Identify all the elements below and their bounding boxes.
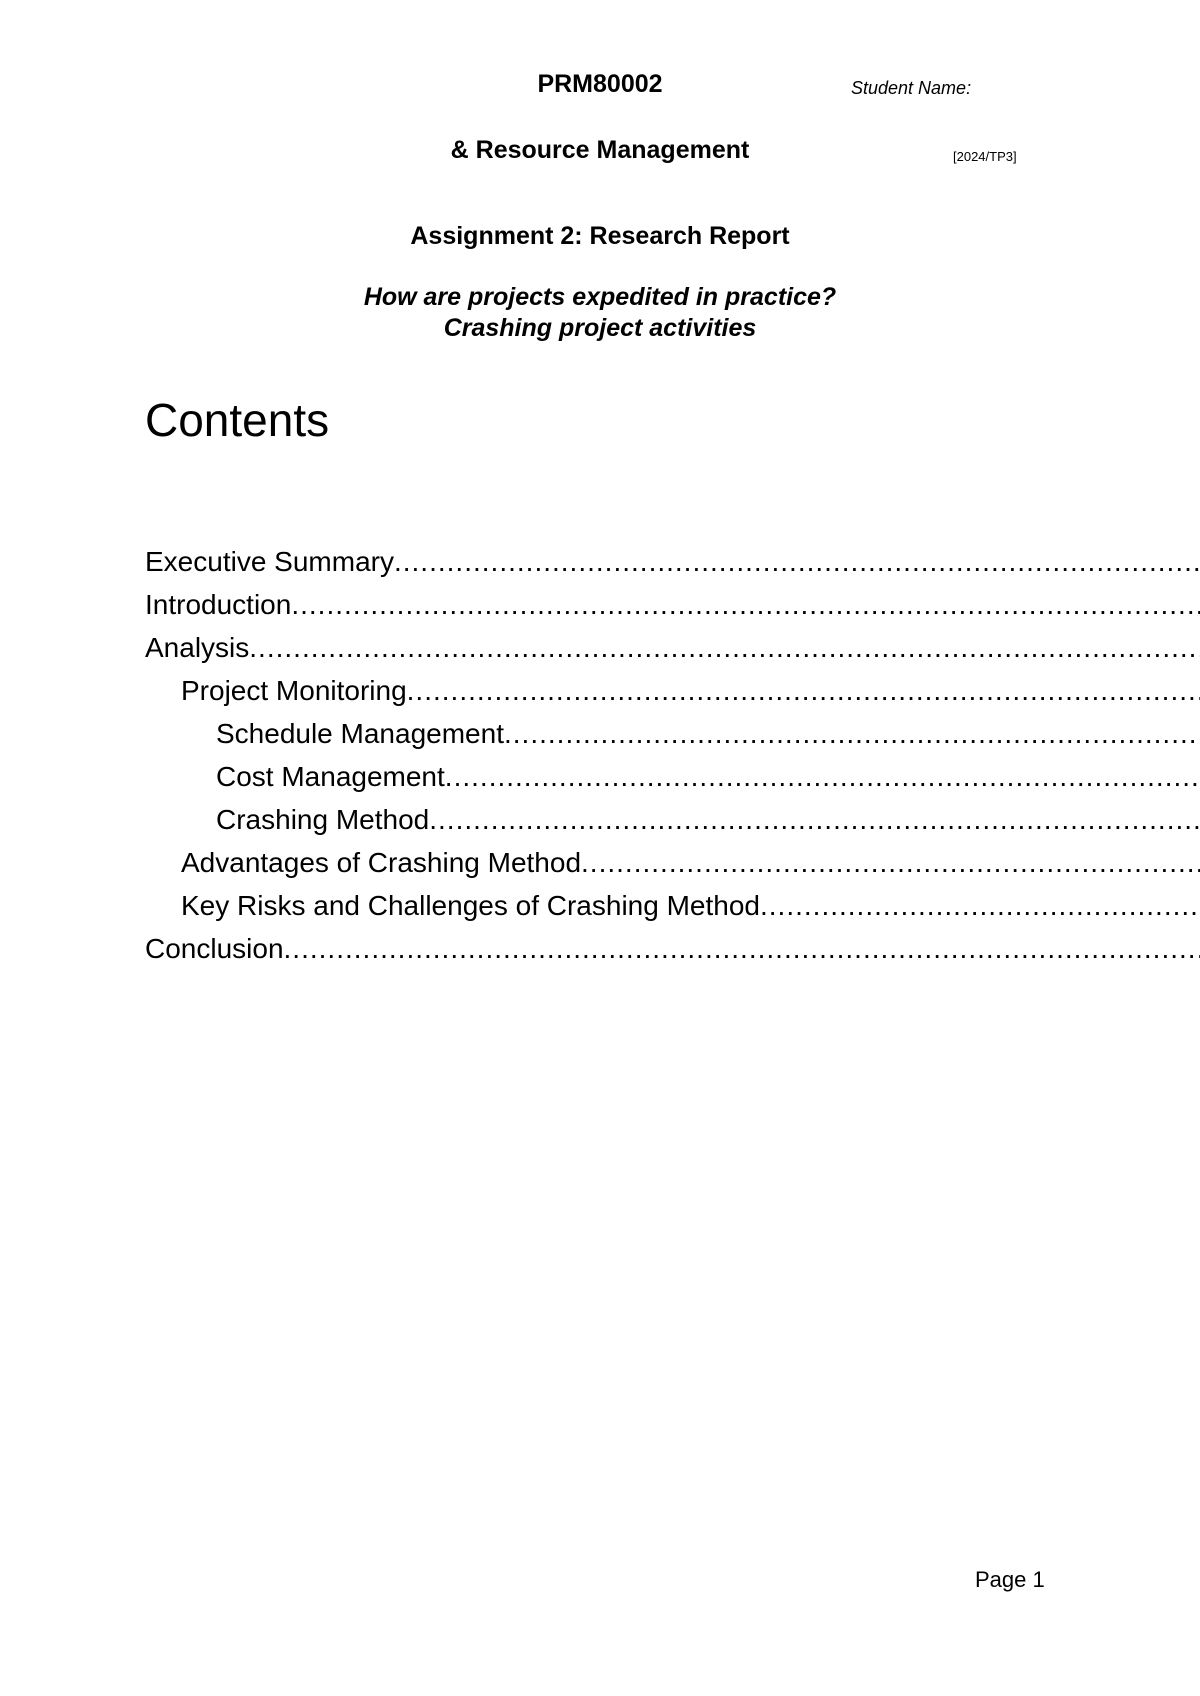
toc-item-crashing-method[interactable]	[145, 798, 1200, 841]
course-code: PRM80002	[537, 70, 663, 98]
toc-item-advantages[interactable]	[145, 841, 1200, 884]
toc-item-key-risks[interactable]	[145, 884, 1200, 927]
course-title: & Resource Management	[450, 136, 750, 164]
toc-item-schedule-management[interactable]	[145, 712, 1200, 755]
toc-item-analysis[interactable]	[145, 626, 1200, 669]
toc-item-introduction[interactable]	[145, 583, 1200, 626]
toc-item-label: Analysis	[145, 632, 250, 663]
toc-item-label: Project Monitoring	[181, 675, 407, 706]
assignment-title: Assignment 2: Research Report	[410, 222, 790, 250]
toc-item-cost-management[interactable]	[145, 755, 1200, 798]
table-of-contents	[145, 540, 1200, 970]
toc-item-label: Cost Management	[216, 761, 445, 792]
toc-item-label: Conclusion	[145, 933, 284, 964]
research-subquestion: Crashing project activities	[443, 314, 757, 342]
toc-item-label: Advantages of Crashing Method	[181, 847, 582, 878]
term-label: [2024/TP3]	[953, 149, 1017, 164]
toc-item-project-monitoring[interactable]	[145, 669, 1200, 712]
toc-item-label: Executive Summary	[145, 546, 394, 577]
contents-heading: Contents	[145, 394, 330, 446]
toc-item-label: Key Risks and Challenges of Crashing Method	[181, 890, 760, 921]
toc-item-label: Crashing Method	[216, 804, 430, 835]
toc-item-conclusion[interactable]	[145, 927, 1200, 970]
page-number: Page 1	[975, 1567, 1045, 1592]
research-question: How are projects expedited in practice?	[363, 283, 837, 311]
student-name-label: Student Name:	[851, 78, 972, 98]
toc-item-executive-summary[interactable]	[145, 540, 1200, 583]
toc-item-label: Introduction	[145, 589, 292, 620]
toc-item-label: Schedule Management	[216, 718, 504, 749]
